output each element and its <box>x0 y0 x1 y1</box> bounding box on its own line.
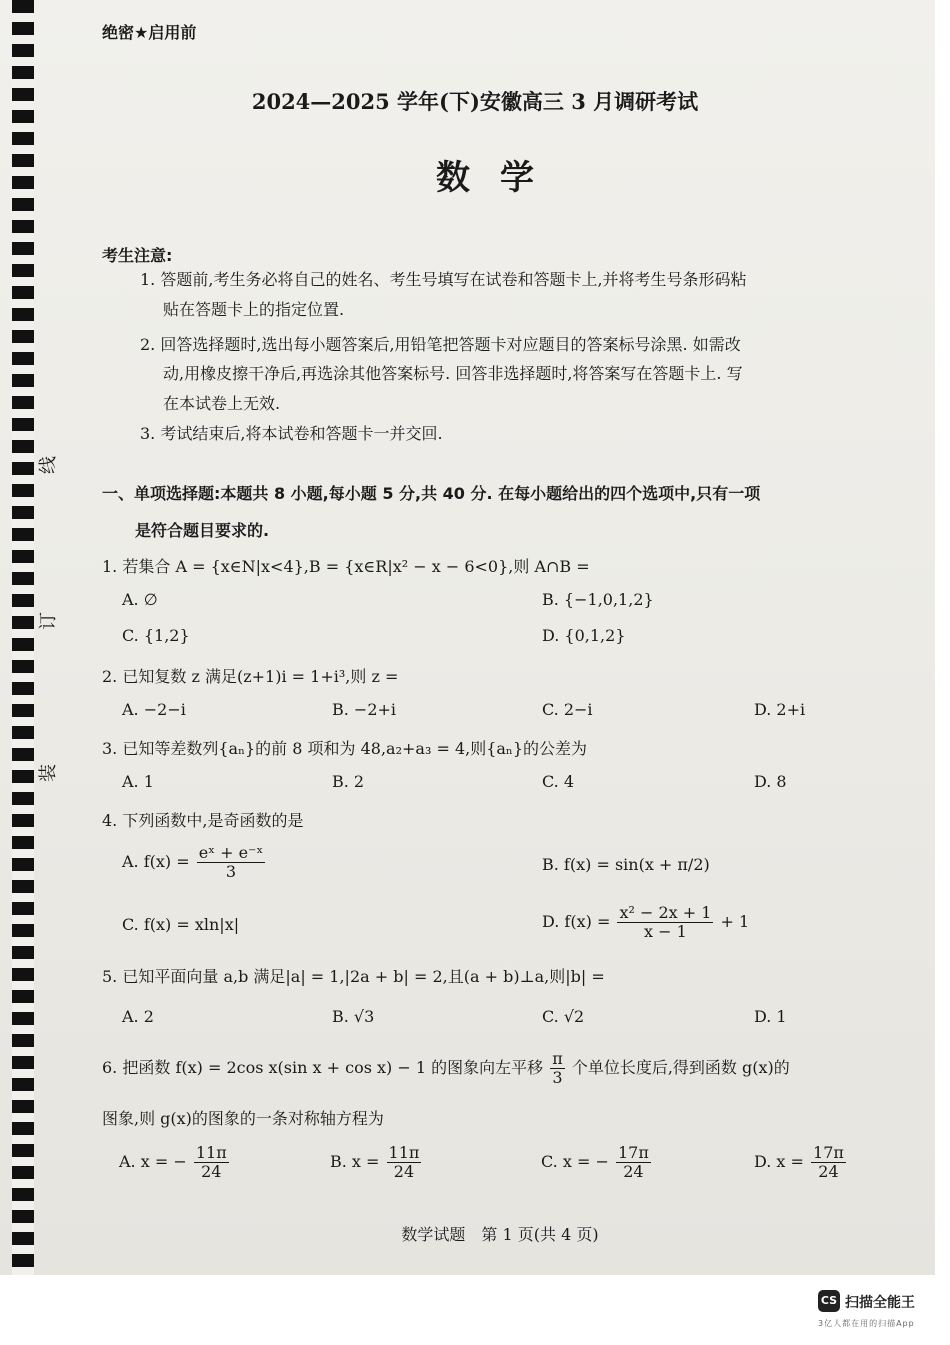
q4-a-fraction <box>197 844 266 881</box>
question-5-stem: 5. 已知平面向量 a,b 满足|a| = 1,|2a + b| = 2,且(a + b)⊥a,则|b| = <box>102 967 605 986</box>
q6-b-numerator: 11π <box>388 1143 420 1162</box>
q6-c-fraction <box>616 1144 651 1181</box>
q4-d-denominator: x − 1 <box>644 922 687 941</box>
q1-option-b: B. {−1,0,1,2} <box>542 590 654 609</box>
q5-option-c: C. √2 <box>542 1007 585 1026</box>
q1-option-a: A. ∅ <box>122 590 158 609</box>
q4-d-suffix: + 1 <box>720 912 750 931</box>
q6-c-denominator: 24 <box>623 1162 644 1181</box>
q4-a-denominator: 3 <box>225 862 237 881</box>
question-6-stem-line2: 图象,则 g(x)的图象的一条对称轴方程为 <box>102 1109 384 1128</box>
q5-option-d: D. 1 <box>754 1007 787 1026</box>
q6-b-prefix: B. x = <box>330 1152 380 1171</box>
exam-title: 2024—2025 学年(下)安徽高三 3 月调研考试 <box>251 89 699 114</box>
q6-option-b <box>330 1144 423 1181</box>
page-footer: 数学试题 第 1 页(共 4 页) <box>401 1225 599 1244</box>
q6-d-fraction <box>811 1144 846 1181</box>
camscanner-app-name: 扫描全能王 <box>845 1295 915 1311</box>
notice-line: 1. 答题前,考生务必将自己的姓名、考生号填写在试卷和答题卡上,并将考生号条形码粘 <box>140 270 747 289</box>
q1-option-c: C. {1,2} <box>122 626 190 645</box>
notice-heading: 考生注意: <box>102 246 173 265</box>
q3-option-b: B. 2 <box>332 772 365 791</box>
notice-line: 动,用橡皮擦干净后,再选涂其他答案标号. 回答非选择题时,将答案写在答题卡上. 写 <box>163 364 743 383</box>
q4-option-a <box>122 844 267 881</box>
q4-a-numerator: eˣ + e⁻ˣ <box>198 843 264 862</box>
q4-d-numerator: x² − 2x + 1 <box>619 903 712 922</box>
q6-b-fraction <box>387 1144 422 1181</box>
q2-option-b: B. −2+i <box>332 700 397 719</box>
camscanner-tagline: 3亿人都在用的扫描App <box>818 1319 915 1328</box>
q6-c-prefix: C. x = − <box>541 1152 609 1171</box>
q6-a-prefix: A. x = − <box>119 1152 187 1171</box>
q6-option-d <box>754 1144 848 1181</box>
notice-line: 3. 考试结束后,将本试卷和答题卡一并交回. <box>140 424 443 443</box>
question-2-stem: 2. 已知复数 z 满足(z+1)i = 1+i³,则 z = <box>102 667 399 686</box>
q6-option-a <box>119 1144 231 1181</box>
q3-option-d: D. 8 <box>754 772 787 791</box>
section-heading-cont: 是符合题目要求的. <box>135 521 270 540</box>
q4-option-c: C. f(x) = xln|x| <box>122 915 240 934</box>
question-6-stem-line1 <box>102 1050 790 1087</box>
q6-b-denominator: 24 <box>393 1162 415 1181</box>
question-1-stem: 1. 若集合 A = {x∈N|x<4},B = {x∈R|x² − x − 6<0},则 A∩B = <box>102 557 590 576</box>
section-heading: 一、单项选择题:本题共 8 小题,每小题 5 分,共 40 分. 在每小题给出的四个选项中,只有一项 <box>102 484 761 503</box>
q6-a-numerator: 11π <box>195 1143 227 1162</box>
q3-option-a: A. 1 <box>122 772 154 791</box>
q6-shift-denominator: 3 <box>552 1068 563 1087</box>
subject-title: 数学 <box>436 158 564 198</box>
q2-option-d: D. 2+i <box>754 700 806 719</box>
binding-label-ding: 订 <box>38 612 59 630</box>
q6-d-numerator: 17π <box>813 1143 844 1162</box>
q5-option-a: A. 2 <box>122 1007 154 1026</box>
q6-stem-post: 个单位长度后,得到函数 g(x)的 <box>571 1058 790 1077</box>
q6-c-numerator: 17π <box>617 1143 649 1162</box>
question-4-stem: 4. 下列函数中,是奇函数的是 <box>102 811 304 830</box>
camscanner-logo-icon: CS <box>818 1290 840 1312</box>
q6-shift-numerator: π <box>552 1049 563 1068</box>
q4-a-prefix: A. f(x) = <box>122 852 190 871</box>
q3-option-c: C. 4 <box>542 772 575 791</box>
notice-line: 贴在答题卡上的指定位置. <box>163 300 345 319</box>
binding-label-xian: 线 <box>38 456 59 474</box>
q5-option-b: B. √3 <box>332 1007 375 1026</box>
q4-d-fraction <box>617 904 713 941</box>
q6-a-fraction <box>194 1144 229 1181</box>
binding-label-zhuang: 装 <box>38 764 59 782</box>
q4-option-d <box>542 904 749 941</box>
notice-line: 在本试卷上无效. <box>163 394 281 413</box>
q2-option-c: C. 2−i <box>542 700 593 719</box>
q4-option-b: B. f(x) = sin(x + π/2) <box>542 855 710 874</box>
q1-option-d: D. {0,1,2} <box>542 626 626 645</box>
q6-stem-pre: 6. 把函数 f(x) = 2cos x(sin x + cos x) − 1 的图象向左平移 <box>102 1058 544 1077</box>
q6-a-denominator: 24 <box>201 1162 222 1181</box>
q4-d-prefix: D. f(x) = <box>542 912 611 931</box>
notice-line: 2. 回答选择题时,选出每小题答案后,用铅笔把答题卡对应题目的答案标号涂黑. 如需改 <box>140 335 741 354</box>
q6-option-c <box>541 1144 653 1181</box>
q6-d-denominator: 24 <box>818 1162 839 1181</box>
q2-option-a: A. −2−i <box>122 700 186 719</box>
question-3-stem: 3. 已知等差数列{aₙ}的前 8 项和为 48,a₂+a₃ = 4,则{aₙ}的公差为 <box>102 739 588 758</box>
q6-shift-fraction <box>550 1050 565 1087</box>
confidential-mark: 绝密★启用前 <box>102 23 197 42</box>
scan-watermark-bar <box>0 1275 950 1345</box>
q6-d-prefix: D. x = <box>754 1152 804 1171</box>
